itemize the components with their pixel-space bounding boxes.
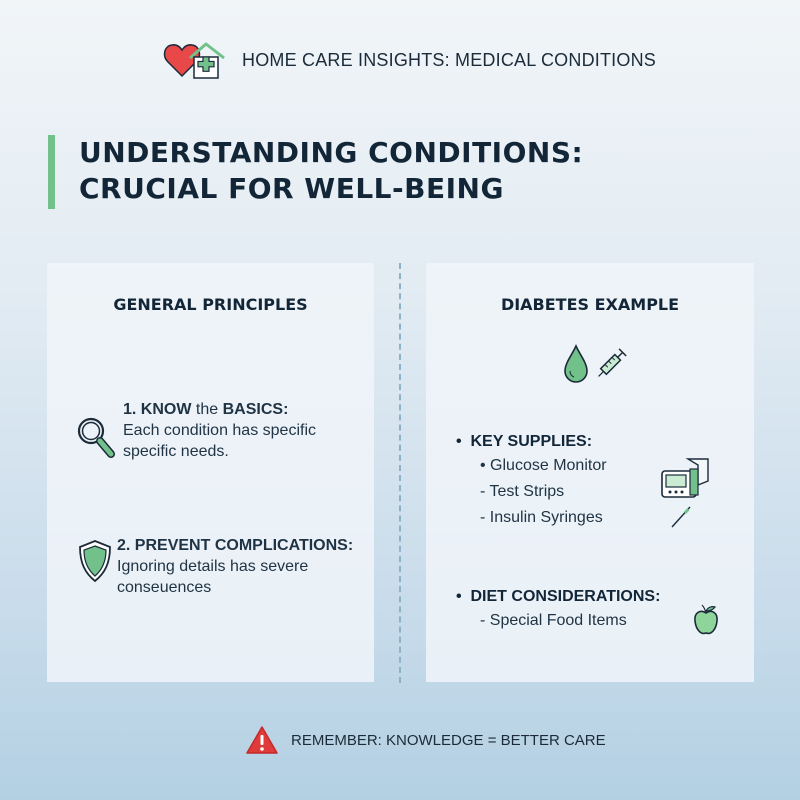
principle-heading: 2. PREVENT COMPLICATIONS: <box>117 537 354 554</box>
shield-icon <box>77 539 113 598</box>
section-heading: • KEY SUPPLIES: <box>456 433 593 450</box>
page-title-line1: UNDERSTANDING CONDITIONS: <box>79 136 584 169</box>
apple-icon <box>692 603 720 637</box>
main-title-block <box>48 135 583 209</box>
general-principles-panel <box>47 263 374 682</box>
section-heading: • DIET CONSIDERATIONS: <box>456 588 661 605</box>
principle-item-1 <box>75 399 353 462</box>
principle-heading: 1. KNOW the BASICS: <box>123 401 289 418</box>
supply-item: • Glucose Monitor <box>480 457 607 474</box>
heart-house-cross-icon <box>162 40 228 80</box>
page-title-line2: CRUCIAL FOR WELL-BEING <box>79 172 504 205</box>
drop-icon <box>562 343 590 383</box>
accent-bar <box>48 135 55 209</box>
principle-item-2 <box>77 535 353 598</box>
diet-item: - Special Food Items <box>480 612 627 629</box>
principle-body: Each condition has specific specific needs. <box>123 422 316 460</box>
panel-title: GENERAL PRINCIPLES <box>113 295 308 314</box>
footer-reminder <box>245 725 606 755</box>
footer-text: REMEMBER: KNOWLEDGE = BETTER CARE <box>291 731 606 749</box>
glucose-monitor-icon <box>660 455 714 531</box>
panel-divider <box>399 263 401 683</box>
key-supplies-section <box>456 433 607 531</box>
panel-title: DIABETES EXAMPLE <box>500 295 680 314</box>
supply-item: - Insulin Syringes <box>480 509 603 526</box>
diet-section <box>456 588 660 634</box>
magnifier-icon <box>75 415 117 462</box>
page-title <box>79 135 583 209</box>
header <box>162 40 656 80</box>
diabetes-icons <box>562 343 632 383</box>
warning-icon <box>245 725 279 755</box>
header-title: HOME CARE INSIGHTS: MEDICAL CONDITIONS <box>242 49 656 70</box>
principle-body: Ignoring details has severe conseuences <box>117 558 309 596</box>
supply-item: - Test Strips <box>480 483 565 500</box>
syringe-icon <box>592 343 632 383</box>
diabetes-example-panel <box>426 263 754 682</box>
